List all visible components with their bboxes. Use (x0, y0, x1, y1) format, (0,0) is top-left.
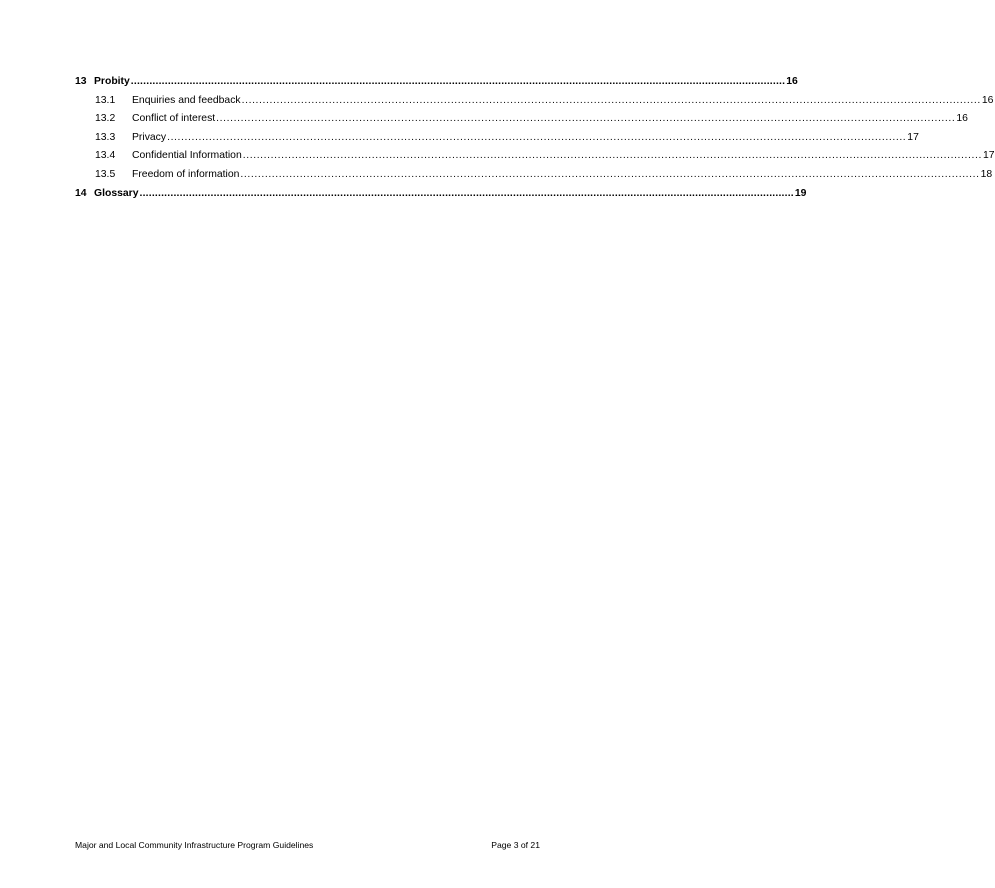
toc-entry-page: 19 (794, 187, 807, 199)
toc-entry-number: 14 (75, 187, 87, 199)
dot-leader: .................................................................................................................................................................................................................... (130, 76, 786, 87)
toc-entry-page: 17 (907, 131, 919, 143)
dot-leader: .................................................................................................................................................................................................................... (167, 131, 907, 143)
toc-entry-probity[interactable] (75, 73, 798, 92)
toc-entry-page: 18 (980, 168, 993, 180)
dot-leader: .................................................................................................................................................................................................................... (139, 187, 794, 199)
dot-leader: .................................................................................................................................................................................................................... (241, 94, 981, 106)
toc-entry-glossary[interactable] (75, 185, 807, 204)
toc-entry-page: 16 (786, 76, 798, 87)
dot-leader: .................................................................................................................................................................................................................... (242, 150, 982, 162)
page-footer (75, 840, 540, 850)
toc-entry-number: 13.4 (95, 150, 116, 162)
toc-entry-page: 16 (981, 94, 994, 106)
dot-leader: .................................................................................................................................................................................................................... (216, 113, 956, 125)
toc-entry-freedom-of-information[interactable] (75, 166, 993, 185)
toc-entry-page: 17 (982, 150, 995, 162)
toc-entry-enquiries-and-feedback[interactable] (75, 92, 994, 111)
toc-entry-title: Enquiries and feedback (132, 94, 241, 106)
toc-entry-title: Glossary (94, 187, 139, 199)
toc-entry-number: 13 (75, 76, 87, 87)
toc-entry-number: 13.5 (95, 168, 116, 180)
toc-entry-title: Probity (94, 76, 130, 87)
toc-entry-title: Conflict of interest (132, 113, 216, 125)
dot-leader: .................................................................................................................................................................................................................... (240, 168, 980, 180)
toc-entry-number: 13.2 (95, 113, 116, 125)
footer-page-number: Page 3 of 21 (491, 840, 540, 850)
toc-entry-page: 16 (956, 113, 968, 125)
toc-entry-conflict-of-interest[interactable] (75, 110, 968, 129)
toc-entry-number: 13.1 (95, 94, 116, 106)
toc-entry-title: Privacy (132, 131, 167, 143)
footer-document-title: Major and Local Community Infrastructure Program Guidelines (75, 840, 314, 850)
table-of-contents (75, 73, 995, 203)
toc-entry-number: 13.3 (95, 131, 116, 143)
toc-entry-privacy[interactable] (75, 129, 919, 148)
toc-entry-title: Confidential Information (132, 150, 242, 162)
toc-entry-title: Freedom of information (132, 168, 240, 180)
toc-entry-confidential-information[interactable] (75, 147, 995, 166)
